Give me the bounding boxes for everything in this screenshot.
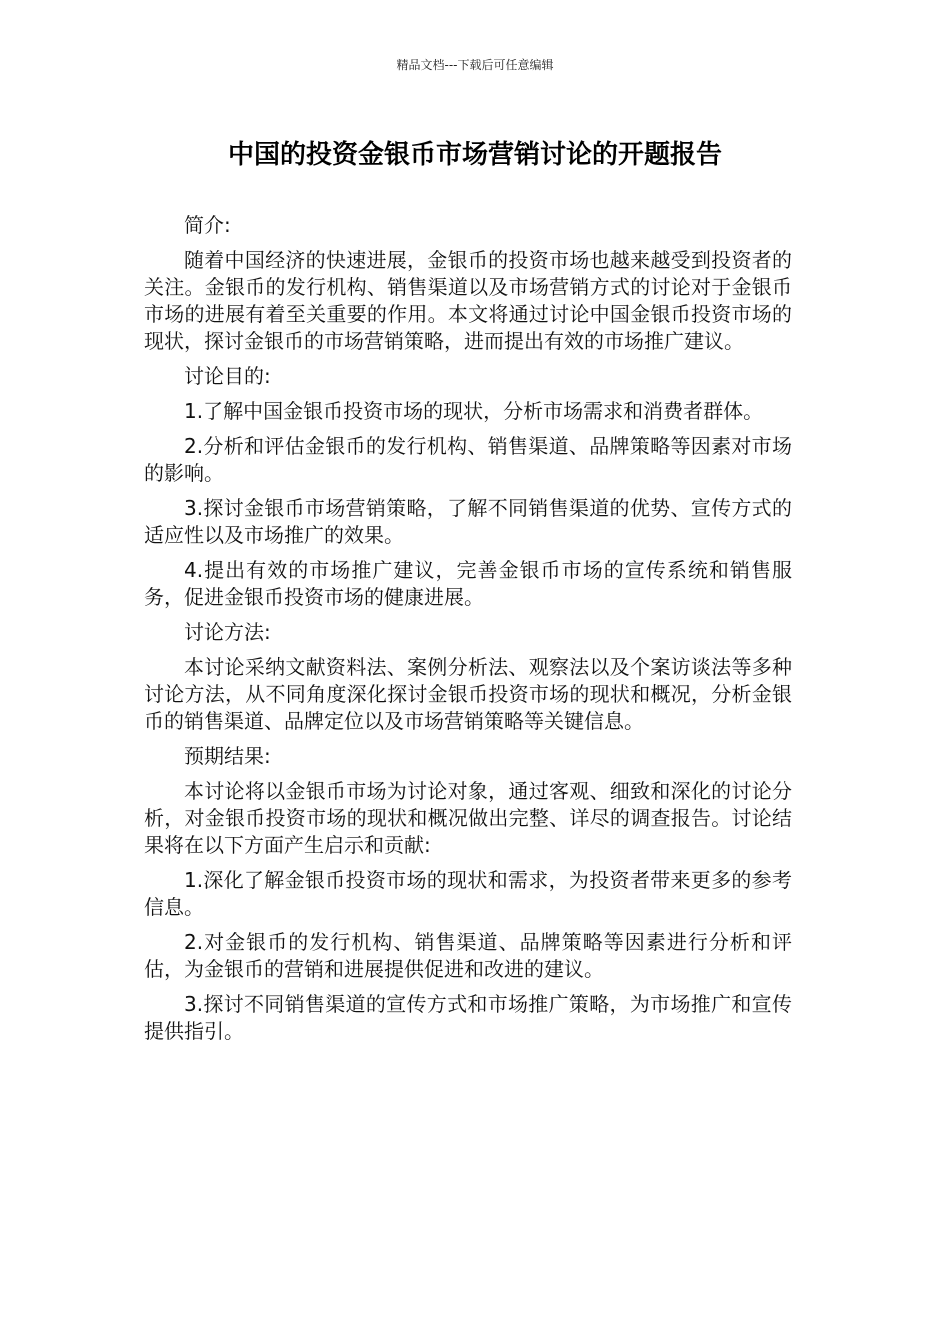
result-item-1: 1.深化了解金银币投资市场的现状和需求，为投资者带来更多的参考信息。 [144,868,792,919]
section-heading-method: 讨论方法: [184,620,271,644]
purpose-item-3: 3.探讨金银币市场营销策略，了解不同销售渠道的优势、宣传方式的适应性以及市场推广的效果。 [144,496,792,547]
page-header-note: 精品文档---下载后可任意编辑 [396,58,554,72]
section-heading-intro: 简介: [184,213,231,237]
document-body [144,212,792,1053]
document-title: 中国的投资金银币市场营销讨论的开题报告 [227,140,722,170]
result-item-2: 2.对金银币的发行机构、销售渠道、品牌策略等因素进行分析和评估，为金银币的营销和进展提供促进和改进的建议。 [144,930,792,981]
purpose-item-2: 2.分析和评估金银币的发行机构、销售渠道、品牌策略等因素对市场的影响。 [144,434,792,485]
section-heading-expected-results: 预期结果: [184,744,271,768]
purpose-item-4: 4.提出有效的市场推广建议，完善金银币市场的宣传系统和销售服务，促进金银币投资市场的健康进展。 [144,558,792,609]
paragraph-expected-results: 本讨论将以金银币市场为讨论对象，通过客观、细致和深化的讨论分析，对金银币投资市场的现状和概况做出完整、详尽的调查报告。讨论结果将在以下方面产生启示和贡献: [144,779,792,857]
paragraph-method: 本讨论采纳文献资料法、案例分析法、观察法以及个案访谈法等多种讨论方法，从不同角度深化探讨金银币投资市场的现状和概况，分析金银币的销售渠道、品牌定位以及市场营销策略等关键信息。 [144,655,792,733]
section-heading-purpose: 讨论目的: [184,364,271,388]
purpose-item-1: 1.了解中国金银币投资市场的现状，分析市场需求和消费者群体。 [184,399,764,423]
result-item-3: 3.探讨不同销售渠道的宣传方式和市场推广策略，为市场推广和宣传提供指引。 [144,992,792,1043]
paragraph-intro: 随着中国经济的快速进展，金银币的投资市场也越来越受到投资者的关注。金银币的发行机构、销售渠道以及市场营销方式的讨论对于金银币市场的进展有着至关重要的作用。本文将通过讨论中国金银币投资市场的现状，探讨金银币的市场营销策略，进而提出有效的市场推广建议。 [144,248,792,353]
